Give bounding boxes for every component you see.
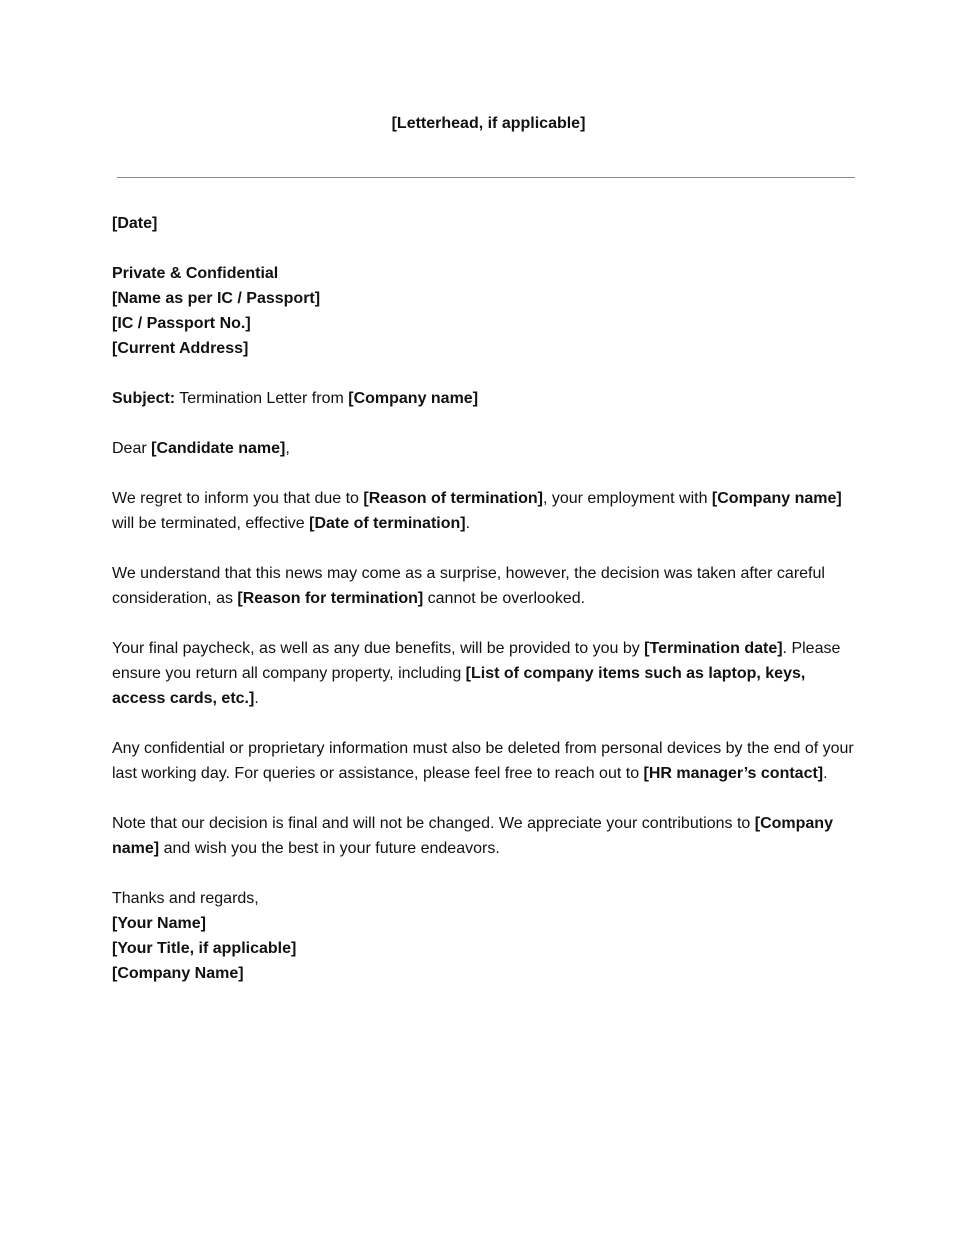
signer-name: [Your Name]: [112, 915, 206, 932]
paragraph-paycheck: Your final paycheck, as well as any due benefits, will be provided to you by [Termination date]. Please ensure you return all company property, including [List of company items such as laptop, keys, access cards, etc.].: [112, 640, 841, 707]
recipient-address: [Current Address]: [112, 340, 249, 357]
recipient-block: [112, 261, 862, 361]
paragraph-confidential: Any confidential or proprietary information must also be deleted from personal devices by the end of your last working day. For queries or assistance, please feel free to reach out to [HR manager’s contact].: [112, 740, 854, 782]
letter-body: [112, 211, 862, 986]
salutation: Dear [Candidate name],: [112, 440, 290, 457]
paragraph-reason: We understand that this news may come as a surprise, however, the decision was taken after careful consideration, as [Reason for termination] cannot be overlooked.: [112, 565, 825, 607]
signer-title: [Your Title, if applicable]: [112, 940, 297, 957]
paragraph-termination: We regret to inform you that due to [Reason of termination], your employment with [Company name] will be terminated, effective [Date of termination].: [112, 490, 842, 532]
recipient-id: [IC / Passport No.]: [112, 315, 251, 332]
date-line: [112, 211, 862, 236]
recipient-name: [Name as per IC / Passport]: [112, 290, 321, 307]
date: [Date]: [112, 215, 158, 232]
signer-company: [Company Name]: [112, 965, 244, 982]
paragraph-final: Note that our decision is final and will not be changed. We appreciate your contributions to [Company name] and wish you the best in your future endeavors.: [112, 815, 833, 857]
divider: [117, 177, 855, 178]
confidential-line: Private & Confidential: [112, 265, 279, 282]
subject-label: Subject:: [112, 390, 176, 407]
closing-thanks: Thanks and regards,: [112, 890, 259, 907]
subject-line: Subject: Termination Letter from [Company name]: [112, 390, 479, 407]
signature-block: [112, 886, 862, 986]
letterhead: [Letterhead, if applicable]: [391, 115, 586, 132]
